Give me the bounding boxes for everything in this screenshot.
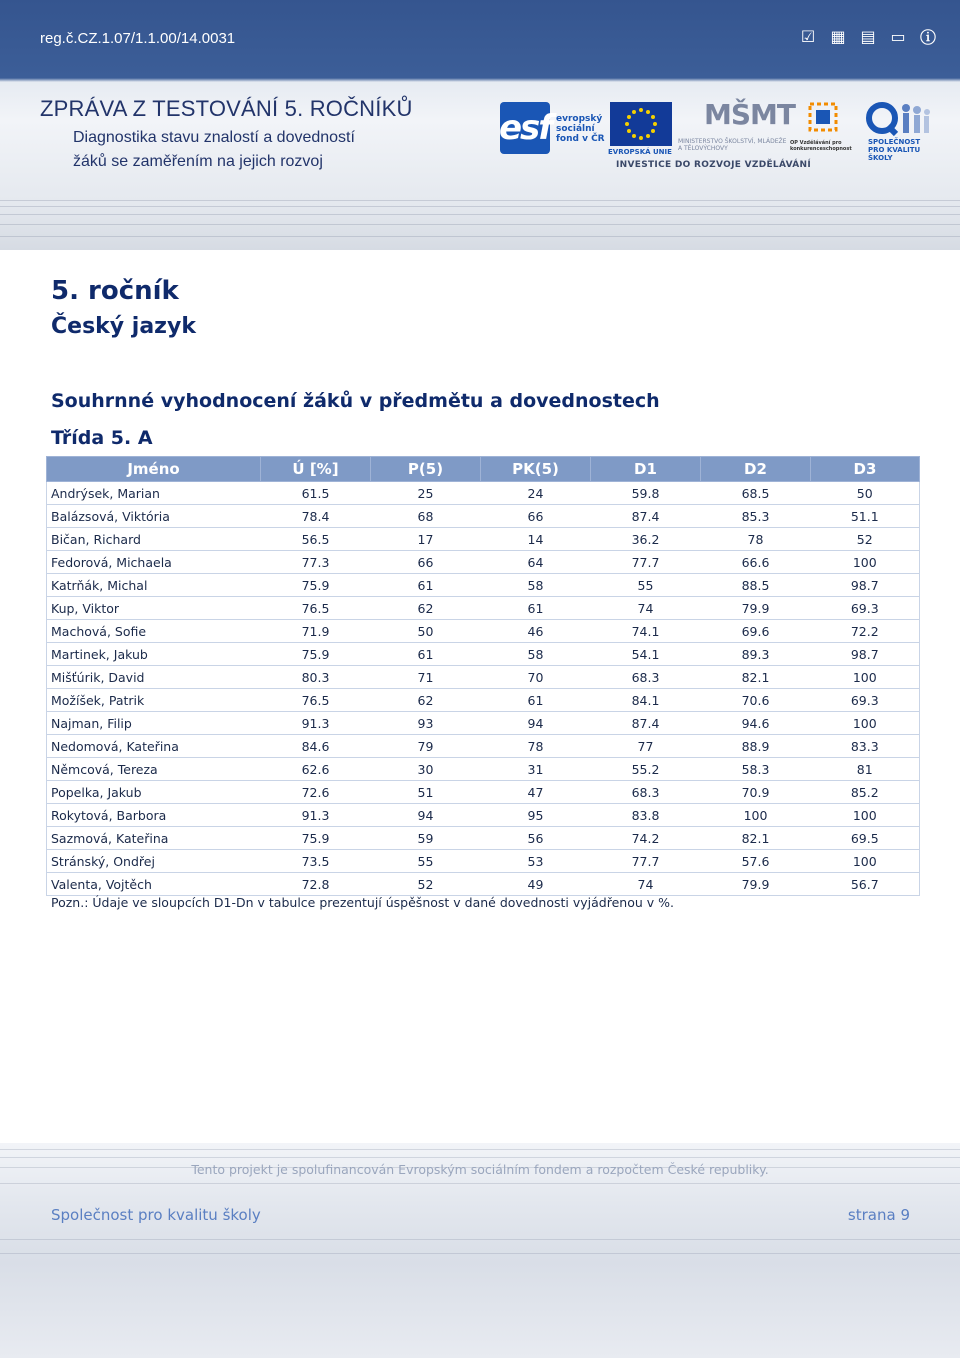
score-cell: 78: [701, 528, 811, 551]
table-row: [47, 873, 920, 896]
grade-heading: 5. ročník: [51, 276, 179, 306]
score-cell: 70.9: [701, 781, 811, 804]
score-cell: 61: [481, 597, 591, 620]
score-cell: 68.3: [591, 666, 701, 689]
score-cell: 71.9: [261, 620, 371, 643]
student-name-cell: Stránský, Ondřej: [47, 850, 261, 873]
chart-icon[interactable]: ▦: [830, 26, 846, 46]
column-header: Ú [%]: [261, 457, 371, 482]
esf-logo: esf: [500, 102, 550, 154]
msmt-logo: MŠMT: [704, 98, 795, 131]
score-cell: 91.3: [261, 712, 371, 735]
footer-organization: Společnost pro kvalitu školy: [51, 1206, 261, 1224]
funding-statement: Tento projekt je spolufinancován Evropským sociálním fondem a rozpočtem České republiky.: [191, 1162, 769, 1177]
score-cell: 91.3: [261, 804, 371, 827]
report-subtitle-line2: žáků se zaměřením na jejich rozvoj: [73, 153, 323, 170]
table-row: [47, 574, 920, 597]
table-row: [47, 666, 920, 689]
table-row: [47, 505, 920, 528]
table-note: Pozn.: Údaje ve sloupcích D1-Dn v tabulce prezentují úspěšnost v dané dovednosti vyjádřenou v %.: [51, 895, 674, 910]
score-cell: 87.4: [591, 505, 701, 528]
student-name-cell: Najman, Filip: [47, 712, 261, 735]
score-cell: 82.1: [701, 666, 811, 689]
score-cell: 77: [591, 735, 701, 758]
table-row: [47, 620, 920, 643]
table-row: [47, 781, 920, 804]
score-cell: 66: [481, 505, 591, 528]
student-name-cell: Machová, Sofie: [47, 620, 261, 643]
invest-caption: INVESTICE DO ROZVOJE VZDĚLÁVÁNÍ: [616, 160, 811, 170]
score-cell: 54.1: [591, 643, 701, 666]
table-row: [47, 712, 920, 735]
score-cell: 93: [371, 712, 481, 735]
column-header: D1: [591, 457, 701, 482]
column-header: D2: [701, 457, 811, 482]
student-name-cell: Možíšek, Patrik: [47, 689, 261, 712]
eu-caption: EVROPSKÁ UNIE: [608, 148, 672, 156]
score-cell: 55: [371, 850, 481, 873]
score-cell: 66.6: [701, 551, 811, 574]
eu-flag-logo: [610, 102, 672, 146]
score-cell: 52: [811, 528, 920, 551]
score-cell: 85.3: [701, 505, 811, 528]
score-cell: 68: [371, 505, 481, 528]
table-row: [47, 827, 920, 850]
partner-logos: [496, 96, 936, 176]
student-name-cell: Bičan, Richard: [47, 528, 261, 551]
student-name-cell: Andrýsek, Marian: [47, 482, 261, 505]
column-header: Jméno: [47, 457, 261, 482]
score-cell: 81: [811, 758, 920, 781]
student-name-cell: Katrňák, Michal: [47, 574, 261, 597]
score-cell: 77.3: [261, 551, 371, 574]
score-cell: 51.1: [811, 505, 920, 528]
score-cell: 72.2: [811, 620, 920, 643]
header-banner: [0, 0, 960, 250]
score-cell: 59: [371, 827, 481, 850]
score-cell: 46: [481, 620, 591, 643]
score-cell: 55: [591, 574, 701, 597]
score-cell: 79.9: [701, 597, 811, 620]
score-cell: 61.5: [261, 482, 371, 505]
column-header: PK(5): [481, 457, 591, 482]
score-cell: 56.5: [261, 528, 371, 551]
score-cell: 74.1: [591, 620, 701, 643]
score-cell: 75.9: [261, 827, 371, 850]
score-cell: 70: [481, 666, 591, 689]
student-name-cell: Popelka, Jakub: [47, 781, 261, 804]
student-name-cell: Sazmová, Kateřina: [47, 827, 261, 850]
score-cell: 52: [371, 873, 481, 896]
report-subtitle-line1: Diagnostika stavu znalostí a dovedností: [73, 129, 355, 146]
score-cell: 85.2: [811, 781, 920, 804]
score-cell: 74: [591, 597, 701, 620]
score-cell: 58.3: [701, 758, 811, 781]
op-vk-caption: OP Vzdělávání pro konkurenceschopnost: [790, 140, 852, 152]
document-icon[interactable]: ▤: [860, 26, 876, 46]
table-row: [47, 528, 920, 551]
class-name: Třída 5. A: [51, 427, 153, 449]
table-row: [47, 551, 920, 574]
score-cell: 71: [371, 666, 481, 689]
score-cell: 84.6: [261, 735, 371, 758]
score-cell: 70.6: [701, 689, 811, 712]
score-cell: 98.7: [811, 643, 920, 666]
page-number: strana 9: [847, 1206, 910, 1224]
score-cell: 49: [481, 873, 591, 896]
score-cell: 89.3: [701, 643, 811, 666]
student-name-cell: Valenta, Vojtěch: [47, 873, 261, 896]
results-table-header: [47, 457, 920, 482]
score-cell: 100: [811, 850, 920, 873]
score-cell: 69.3: [811, 597, 920, 620]
score-cell: 61: [371, 643, 481, 666]
results-table-body: [47, 482, 920, 896]
score-cell: 80.3: [261, 666, 371, 689]
score-cell: 72.8: [261, 873, 371, 896]
score-cell: 95: [481, 804, 591, 827]
score-cell: 88.9: [701, 735, 811, 758]
table-row: [47, 482, 920, 505]
score-cell: 98.7: [811, 574, 920, 597]
student-name-cell: Fedorová, Michaela: [47, 551, 261, 574]
score-cell: 78.4: [261, 505, 371, 528]
score-cell: 69.5: [811, 827, 920, 850]
score-cell: 31: [481, 758, 591, 781]
registration-number: reg.č.CZ.1.07/1.1.00/14.0031: [40, 30, 236, 47]
score-cell: 79.9: [701, 873, 811, 896]
score-cell: 83.8: [591, 804, 701, 827]
score-cell: 69.6: [701, 620, 811, 643]
score-cell: 30: [371, 758, 481, 781]
score-cell: 36.2: [591, 528, 701, 551]
spolecnost-caption: SPOLEČNOST PRO KVALITU ŠKOLY: [868, 138, 921, 162]
score-cell: 51: [371, 781, 481, 804]
score-cell: 50: [811, 482, 920, 505]
score-cell: 53: [481, 850, 591, 873]
table-row: [47, 735, 920, 758]
score-cell: 66: [371, 551, 481, 574]
score-cell: 88.5: [701, 574, 811, 597]
subject-heading: Český jazyk: [51, 314, 196, 339]
info-icon[interactable]: ⓘ: [919, 27, 936, 47]
score-cell: 82.1: [701, 827, 811, 850]
score-cell: 100: [811, 551, 920, 574]
column-header: D3: [811, 457, 920, 482]
score-cell: 17: [371, 528, 481, 551]
score-cell: 77.7: [591, 850, 701, 873]
score-cell: 50: [371, 620, 481, 643]
score-cell: 69.3: [811, 689, 920, 712]
results-table: [46, 456, 920, 896]
score-cell: 14: [481, 528, 591, 551]
score-cell: 75.9: [261, 643, 371, 666]
section-title: Souhrnné vyhodnocení žáků v předmětu a dovednostech: [51, 390, 660, 412]
student-name-cell: Mišťúrik, David: [47, 666, 261, 689]
score-cell: 78: [481, 735, 591, 758]
table-row: [47, 758, 920, 781]
msmt-caption: MINISTERSTVO ŠKOLSTVÍ, MLÁDEŽE A TĚLOVÝCHOVY: [678, 138, 787, 152]
score-cell: 68.5: [701, 482, 811, 505]
column-header: P(5): [371, 457, 481, 482]
score-cell: 94: [481, 712, 591, 735]
score-cell: 84.1: [591, 689, 701, 712]
score-cell: 87.4: [591, 712, 701, 735]
score-cell: 56.7: [811, 873, 920, 896]
esf-caption: evropský sociální fond v ČR: [556, 114, 605, 144]
student-name-cell: Němcová, Tereza: [47, 758, 261, 781]
score-cell: 72.6: [261, 781, 371, 804]
score-cell: 59.8: [591, 482, 701, 505]
report-title: ZPRÁVA Z TESTOVÁNÍ 5. ROČNÍKŮ: [40, 96, 413, 121]
score-cell: 56: [481, 827, 591, 850]
score-cell: 76.5: [261, 597, 371, 620]
table-row: [47, 597, 920, 620]
score-cell: 83.3: [811, 735, 920, 758]
student-name-cell: Martinek, Jakub: [47, 643, 261, 666]
score-cell: 76.5: [261, 689, 371, 712]
score-cell: 79: [371, 735, 481, 758]
check-box-icon[interactable]: ☑: [800, 26, 816, 46]
score-cell: 100: [811, 804, 920, 827]
header-toolbar: [798, 26, 938, 46]
score-cell: 57.6: [701, 850, 811, 873]
presentation-icon[interactable]: ▭: [890, 26, 906, 46]
score-cell: 55.2: [591, 758, 701, 781]
score-cell: 100: [811, 666, 920, 689]
score-cell: 61: [371, 574, 481, 597]
score-cell: 68.3: [591, 781, 701, 804]
score-cell: 58: [481, 643, 591, 666]
student-name-cell: Rokytová, Barbora: [47, 804, 261, 827]
score-cell: 74: [591, 873, 701, 896]
score-cell: 94.6: [701, 712, 811, 735]
score-cell: 74.2: [591, 827, 701, 850]
score-cell: 25: [371, 482, 481, 505]
score-cell: 77.7: [591, 551, 701, 574]
score-cell: 73.5: [261, 850, 371, 873]
score-cell: 61: [481, 689, 591, 712]
table-row: [47, 804, 920, 827]
score-cell: 100: [701, 804, 811, 827]
table-row: [47, 689, 920, 712]
table-row: [47, 643, 920, 666]
score-cell: 75.9: [261, 574, 371, 597]
score-cell: 62: [371, 597, 481, 620]
table-row: [47, 850, 920, 873]
student-name-cell: Balázsová, Viktória: [47, 505, 261, 528]
score-cell: 62: [371, 689, 481, 712]
student-name-cell: Nedomová, Kateřina: [47, 735, 261, 758]
score-cell: 58: [481, 574, 591, 597]
spolecnost-logo: [866, 98, 932, 138]
score-cell: 24: [481, 482, 591, 505]
student-name-cell: Kup, Viktor: [47, 597, 261, 620]
score-cell: 47: [481, 781, 591, 804]
score-cell: 64: [481, 551, 591, 574]
score-cell: 100: [811, 712, 920, 735]
score-cell: 62.6: [261, 758, 371, 781]
score-cell: 94: [371, 804, 481, 827]
